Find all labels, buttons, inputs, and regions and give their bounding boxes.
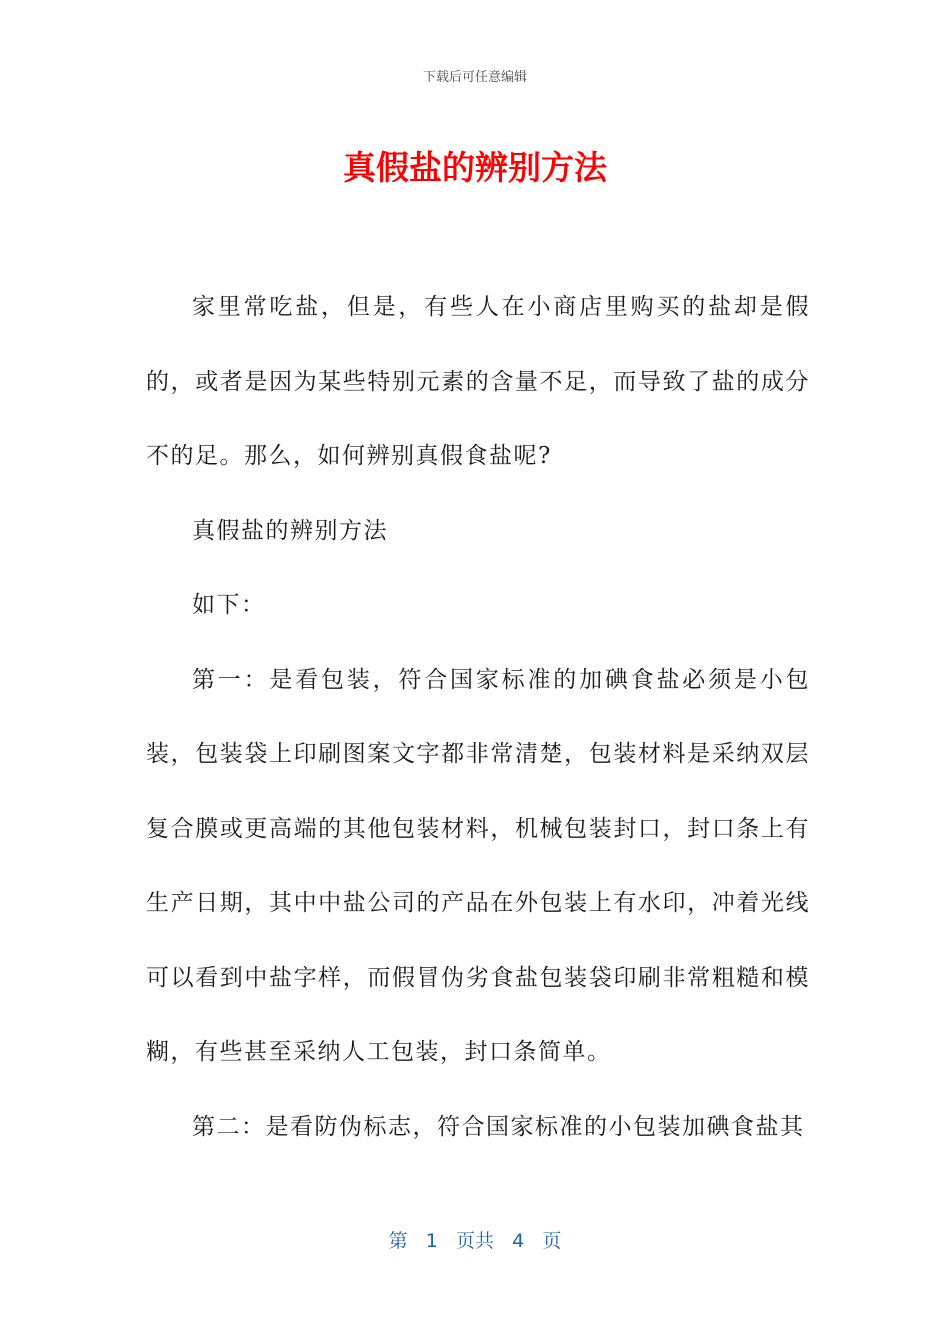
page-footer bbox=[0, 1226, 950, 1253]
header-note: 下载后可任意编辑 bbox=[422, 70, 527, 85]
footer-page-suffix: 页 bbox=[542, 1230, 562, 1252]
document-title: 真假盐的辨别方法 bbox=[343, 148, 607, 187]
paragraph-subheading: 真假盐的辨别方法 bbox=[192, 517, 388, 544]
footer-page-total: 4 bbox=[512, 1230, 525, 1252]
footer-page-mid: 页共 bbox=[455, 1230, 494, 1252]
paragraph-second-point: 第二：是看防伪标志，符合国家标准的小包装加碘食盐其 bbox=[192, 1113, 805, 1140]
footer-page-current: 1 bbox=[425, 1230, 438, 1252]
footer-page-prefix: 第 bbox=[388, 1230, 408, 1252]
document-body bbox=[146, 270, 810, 1164]
paragraph-as-follows: 如下： bbox=[192, 592, 266, 618]
paragraph-intro: 家里常吃盐，但是，有些人在小商店里购买的盐却是假的，或者是因为某些特别元素的含量不足，而导致了盐的成分不的足。那么，如何辨别真假食盐呢? bbox=[146, 294, 810, 469]
paragraph-first-point: 第一：是看包装，符合国家标准的加碘食盐必须是小包装，包装袋上印刷图案文字都非常清楚，包装材料是采纳双层复合膜或更高端的其他包装材料，机械包装封口，封口条上有生产日期，其中中盐公司的产品在外包装上有水印，冲着光线可以看到中盐字样，而假冒伪劣食盐包装袋印刷非常粗糙和模糊，有些甚至采纳人工包装，封口条简单。 bbox=[146, 666, 810, 1065]
